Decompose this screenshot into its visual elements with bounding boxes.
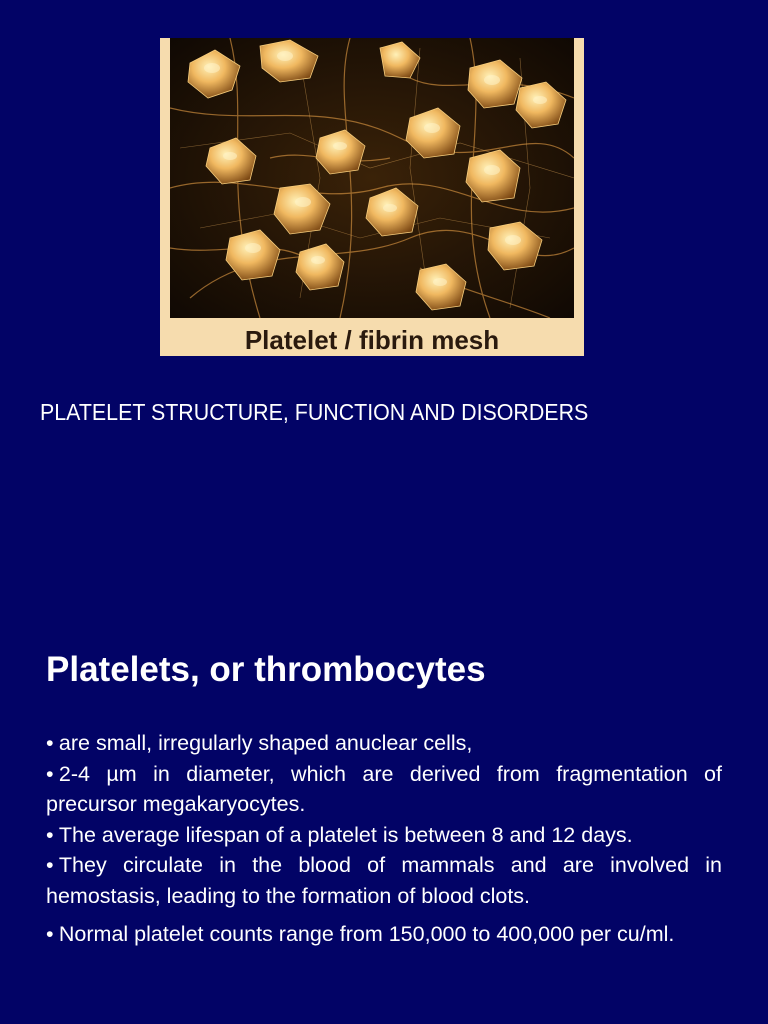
bullet-item xyxy=(46,850,722,911)
bullet-item xyxy=(46,728,722,759)
bullet-item xyxy=(46,759,722,820)
bullet-text: They circulate in the blood of mammals and are involved in hemostasis, leading to the formation of blood clots. xyxy=(46,853,722,908)
bullet-mark: • xyxy=(46,761,54,786)
presentation-subtitle: PLATELET STRUCTURE, FUNCTION AND DISORDERS xyxy=(40,399,589,425)
bullet-item xyxy=(46,820,722,851)
bullet-mark: • xyxy=(46,922,54,946)
bullet-mark: • xyxy=(46,731,54,755)
bullet-text: Normal platelet counts range from 150,000 to 400,000 per cu/ml. xyxy=(58,922,675,946)
bullet-text: 2-4 µm in diameter, which are derived from fragmentation of precursor megakaryocytes. xyxy=(46,761,722,816)
bullet-mark: • xyxy=(46,822,54,847)
platelet-micrograph-image xyxy=(170,38,574,318)
bullet-list xyxy=(46,728,722,950)
bullet-item xyxy=(46,919,722,950)
bullet-text: are small, irregularly shaped anuclear cells, xyxy=(58,731,473,755)
figure-caption: Platelet / fibrin mesh xyxy=(244,325,500,355)
slide-title: Platelets, or thrombocytes xyxy=(46,650,486,689)
bullet-mark: • xyxy=(46,853,54,877)
bullet-text: The average lifespan of a platelet is between 8 and 12 days. xyxy=(58,822,633,847)
content-slide xyxy=(0,512,768,1024)
platelet-figure xyxy=(160,38,584,356)
